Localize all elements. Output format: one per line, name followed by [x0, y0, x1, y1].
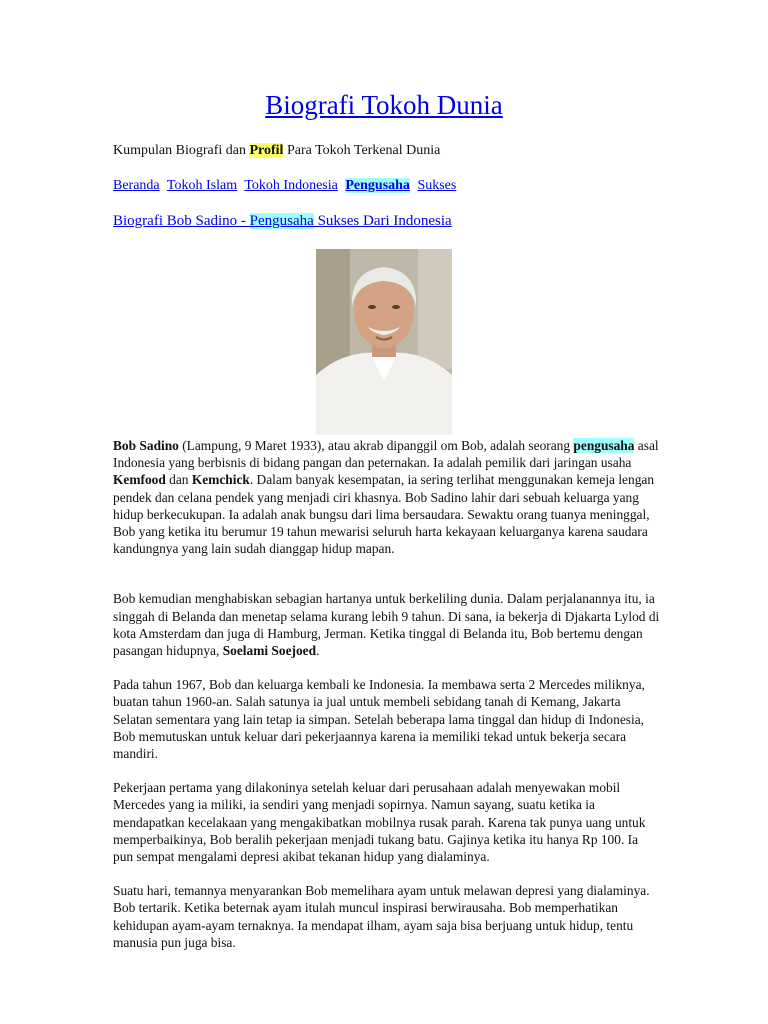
- paragraph-text: asal Indonesia yang berbisnis di bidang pangan dan peternakan. Ia adalah pemilik dari jaringan usaha: [113, 438, 659, 471]
- brand-kemfood: Kemfood: [113, 472, 166, 488]
- tagline-text-after: Para Tokoh Terkenal Dunia: [283, 143, 441, 158]
- post-title: [113, 213, 452, 230]
- nav-highlight-pengusaha: Pengusaha: [345, 178, 410, 193]
- paragraph-text: . Dalam banyak kesempatan, ia sering terlihat menggunakan kemeja lengan pendek dan celana pendek yang menjadi ciri khasnya. Bob Sadino lahir dari sebuah keluarga yang hidup berkecukupan. Ia adalah anak bungsu dari lima bersaudara. Sewaktu orang tuanya meninggal, Bob yang ketika itu berumur 19 tahun mewarisi seluruh harta kekayaan keluarganya karena saudara kandungnya yang lain sudah dianggap hidup mapan.: [113, 472, 655, 557]
- paragraph-text: dan: [165, 472, 192, 488]
- paragraph-text: .: [316, 643, 320, 659]
- post-title-before: Biografi Bob Sadino -: [113, 213, 250, 229]
- nav-link-pengusaha[interactable]: [345, 178, 410, 193]
- nav-link-tokoh-indonesia[interactable]: Tokoh Indonesia: [244, 178, 338, 193]
- portrait-illustration: [316, 249, 452, 435]
- post-title-after: Sukses Dari Indonesia: [313, 213, 452, 229]
- post-title-link[interactable]: [113, 213, 452, 229]
- article-paragraph-2: [113, 590, 661, 659]
- tagline-text-before: Kumpulan Biografi dan: [113, 143, 250, 158]
- portrait-photo: [316, 249, 452, 435]
- site-title-link[interactable]: Biografi Tokoh Dunia: [265, 90, 503, 120]
- site-tagline: [113, 143, 440, 159]
- article-paragraph-3: Pada tahun 1967, Bob dan keluarga kembali ke Indonesia. Ia membawa serta 2 Mercedes miliknya, buatan tahun 1960-an. Salah satunya ia jual untuk membeli sebidang tanah di Kemang, Jakarta Selatan sementara yang lain tetap ia simpan. Setelah beberapa lama tinggal dan hidup di Indonesia, Bob memutuskan untuk keluar dari pekerjaannya karena ia memiliki tekad untuk bekerja secara mandiri.: [113, 677, 645, 762]
- nav-link-sukses[interactable]: Sukses: [417, 178, 457, 193]
- tagline-highlight: Profil: [249, 143, 284, 158]
- article-body: [113, 437, 661, 968]
- paragraph-text: Bob kemudian menghabiskan sebagian hartanya untuk berkeliling dunia. Dalam perjalanannya itu, ia singgah di Belanda dan menetap selama kurang lebih 9 tahun. Di sana, ia bekerja di Djakarta Lylod di kota Amsterdam dan juga di Hamburg, Jerman. Ketika tinggal di Belanda itu, Bob bertemu dengan pasangan hidupnya,: [113, 591, 660, 659]
- spouse-name: Soelami Soejoed: [222, 643, 317, 659]
- site-title: [0, 90, 768, 121]
- nav-link-beranda[interactable]: Beranda: [113, 178, 160, 193]
- nav-bar: [113, 178, 460, 194]
- article-paragraph-4: Pekerjaan pertama yang dilakoninya setelah keluar dari perusahaan adalah menyewakan mobil Mercedes yang ia miliki, ia sendiri yang menjadi sopirnya. Namun sayang, suatu ketika ia mendapatkan kecelakaan yang mengakibatkan mobilnya rusak parah. Karena tak punya uang untuk memperbaikinya, Bob beralih pekerjaan menjadi tukang batu. Gajinya ketika itu hanya Rp 100. Ia pun sempat mengalami depresi akibat tekanan hidup yang dialaminya.: [113, 780, 646, 865]
- brand-kemchick: Kemchick: [191, 472, 250, 488]
- nav-link-tokoh-islam[interactable]: Tokoh Islam: [166, 178, 238, 193]
- highlight-pengusaha: pengusaha: [573, 438, 635, 453]
- article-paragraph-1: [113, 437, 661, 557]
- paragraph-text: (Lampung, 9 Maret 1933), atau akrab dipanggil om Bob, adalah seorang: [178, 438, 574, 453]
- person-name: Bob Sadino: [113, 438, 179, 453]
- article-paragraph-5: Suatu hari, temannya menyarankan Bob memelihara ayam untuk melawan depresi yang dialaminya. Bob tertarik. Ketika beternak ayam itulah muncul inspirasi berwirausaha. Bob memperhatikan kehidupan ayam-ayam ternaknya. Ia mendapat ilham, ayam saja bisa berjuang untuk hidup, tentu manusia pun juga bisa.: [113, 883, 650, 950]
- post-title-highlight: Pengusaha: [249, 213, 314, 229]
